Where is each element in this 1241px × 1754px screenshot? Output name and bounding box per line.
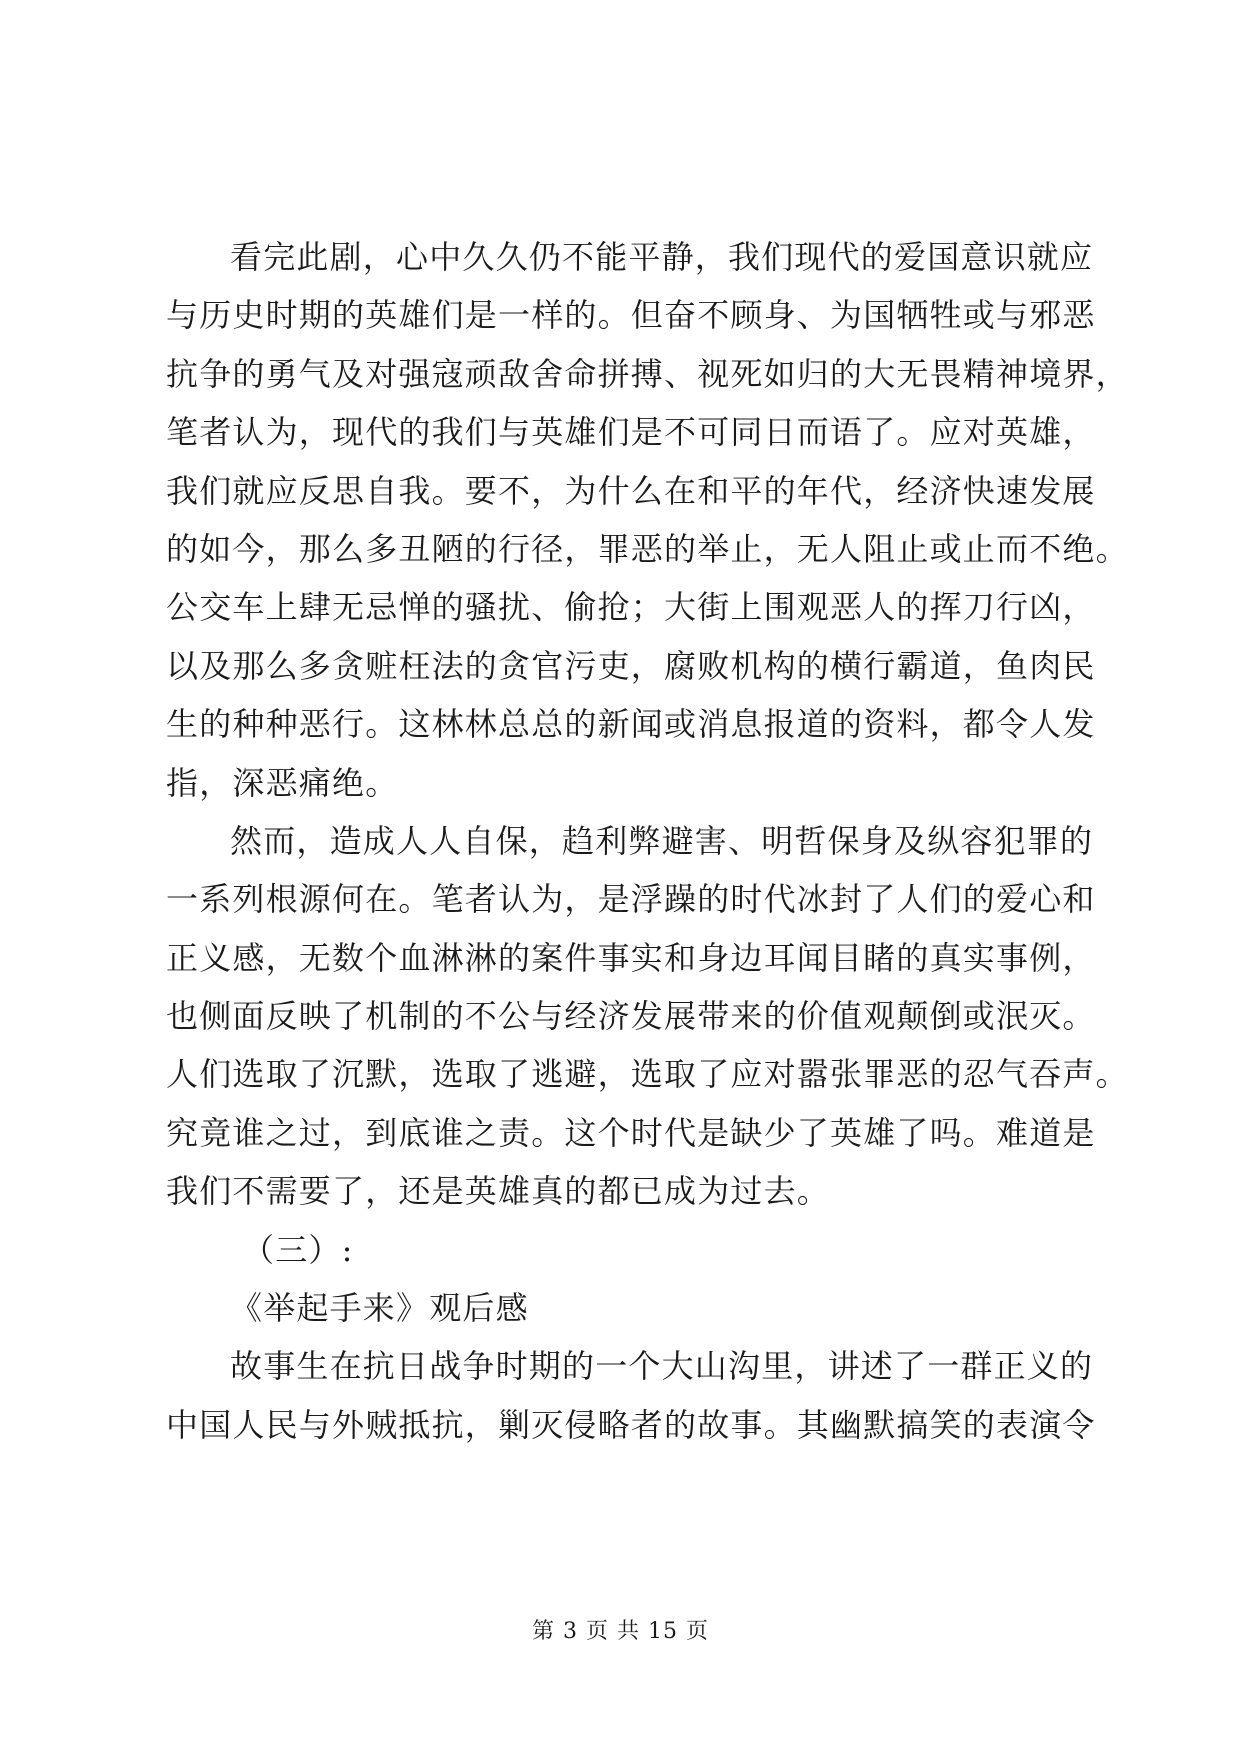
text-line: 的如今，那么多丑陋的行径，罪恶的举止，无人阻止或止而不绝。 — [166, 529, 1129, 568]
body-text — [166, 228, 1129, 1454]
text-line: 人们选取了沉默，选取了逃避，选取了应对嚣张罪恶的忍气吞声。 — [166, 1055, 1129, 1094]
text-line: 抗争的勇气及对强寇顽敌舍命拼搏、视死如归的大无畏精神境界， — [166, 354, 1129, 393]
text-line: 正义感，无数个血淋淋的案件事实和身边耳闻目睹的真实事例， — [166, 938, 1096, 977]
text-line: 与历史时期的英雄们是一样的。但奋不顾身、为国牺牲或与邪恶 — [166, 296, 1096, 335]
section-title: 《举起手来》观后感 — [230, 1289, 529, 1328]
text-line: 指，深恶痛绝。 — [166, 763, 399, 802]
text-line: 究竟谁之过，到底谁之责。这个时代是缺少了英雄了吗。难道是 — [166, 1113, 1096, 1152]
text-line: 然而，造成人人自保，趋利弊避害、明哲保身及纵容犯罪的 — [230, 821, 1094, 860]
text-line: 我们就应反思自我。要不，为什么在和平的年代，经济快速发展 — [166, 471, 1096, 510]
section-marker: （三）: — [242, 1230, 354, 1269]
text-line: 生的种种恶行。这林林总总的新闻或消息报道的资料，都令人发 — [166, 705, 1096, 744]
text-line: 笔者认为，现代的我们与英雄们是不可同日而语了。应对英雄， — [166, 413, 1096, 452]
text-line: 公交车上肆无忌惮的骚扰、偷抢；大街上围观恶人的挥刀行凶， — [166, 588, 1096, 627]
text-line: 看完此剧，心中久久仍不能平静，我们现代的爱国意识就应 — [230, 238, 1094, 276]
text-line: 以及那么多贪赃枉法的贪官污吏，腐败机构的横行霸道，鱼肉民 — [166, 646, 1096, 685]
text-line: 故事生在抗日战争时期的一个大山沟里，讲述了一群正义的 — [230, 1347, 1094, 1386]
text-line: 一系列根源何在。笔者认为，是浮躁的时代冰封了人们的爱心和 — [166, 880, 1096, 919]
text-line: 我们不需要了，还是英雄真的都已成为过去。 — [166, 1172, 831, 1211]
page-footer: 第 3 页 共 15 页 — [532, 1619, 709, 1644]
text-line: 也侧面反映了机制的不公与经济发展带来的价值观颠倒或泯灭。 — [166, 997, 1096, 1036]
text-line: 中国人民与外贼抵抗，剿灭侵略者的故事。其幽默搞笑的表演令 — [166, 1405, 1096, 1444]
